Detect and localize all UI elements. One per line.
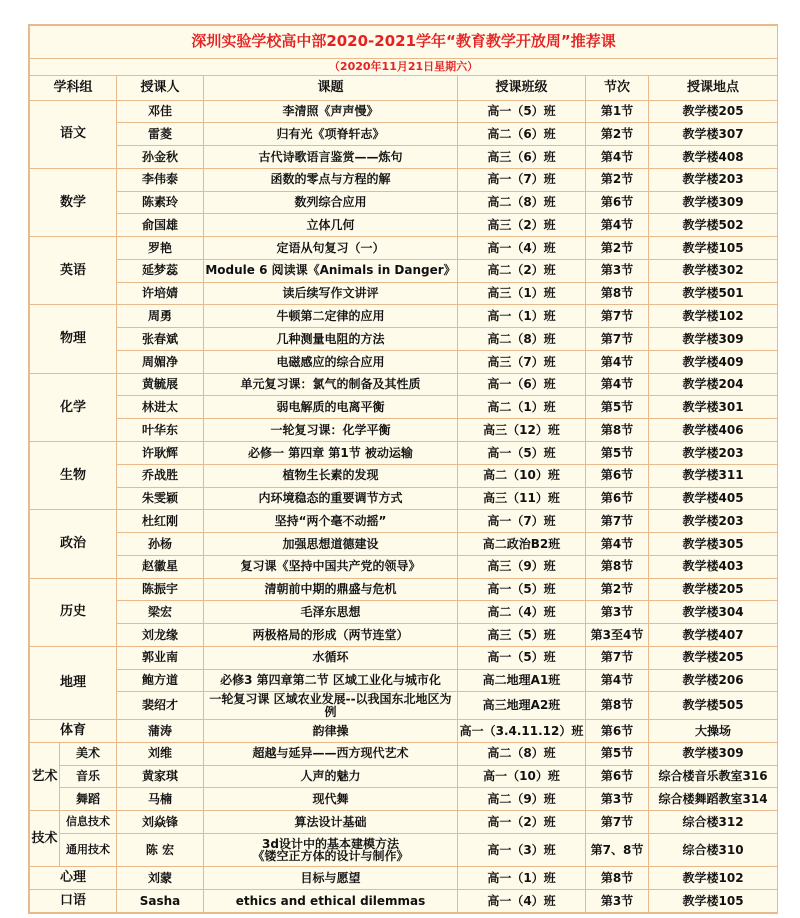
period-cell: 第5节 <box>586 442 649 465</box>
teacher-cell: 陈素玲 <box>117 191 204 214</box>
teacher-cell: 李伟泰 <box>117 168 204 191</box>
class-cell: 高一（5）班 <box>458 646 586 669</box>
class-cell: 高一（3）班 <box>458 833 586 867</box>
table-row <box>30 259 778 282</box>
period-cell: 第3节 <box>586 601 649 624</box>
class-cell: 高二（6）班 <box>458 123 586 146</box>
topic-cell: ethics and ethical dilemmas <box>204 890 458 913</box>
topic-cell: 人声的魅力 <box>204 765 458 788</box>
table-row <box>30 890 778 913</box>
topic-cell: 必修3 第四章第二节 区域工业化与城市化 <box>204 669 458 692</box>
sub-subject-cell: 舞蹈 <box>60 788 117 811</box>
teacher-cell: Sasha <box>117 890 204 913</box>
table-row <box>30 601 778 624</box>
table-row <box>30 788 778 811</box>
class-cell: 高一（4）班 <box>458 890 586 913</box>
table-row <box>30 100 778 123</box>
table-row <box>30 867 778 890</box>
location-cell: 教学楼206 <box>649 669 778 692</box>
class-cell: 高一（4）班 <box>458 237 586 260</box>
class-cell: 高三（12）班 <box>458 419 586 442</box>
teacher-cell: 许培婧 <box>117 282 204 305</box>
period-cell: 第2节 <box>586 123 649 146</box>
location-cell: 教学楼407 <box>649 624 778 647</box>
location-cell: 教学楼307 <box>649 123 778 146</box>
period-cell: 第7节 <box>586 328 649 351</box>
class-cell: 高二（8）班 <box>458 191 586 214</box>
table-row <box>30 168 778 191</box>
subject-group: 口语 <box>30 890 117 913</box>
topic-cell: 加强思想道德建设 <box>204 533 458 556</box>
teacher-cell: 林进太 <box>117 396 204 419</box>
topic-cell: 植物生长素的发现 <box>204 464 458 487</box>
table-row <box>30 669 778 692</box>
teacher-cell: 叶华东 <box>117 419 204 442</box>
location-cell: 教学楼309 <box>649 191 778 214</box>
location-cell: 教学楼205 <box>649 100 778 123</box>
topic-cell: 单元复习课：氯气的制备及其性质 <box>204 373 458 396</box>
location-cell: 教学楼203 <box>649 168 778 191</box>
header-topic: 课题 <box>204 76 458 100</box>
period-cell: 第8节 <box>586 419 649 442</box>
period-cell: 第6节 <box>586 191 649 214</box>
table-row <box>30 419 778 442</box>
teacher-cell: 罗艳 <box>117 237 204 260</box>
period-cell: 第2节 <box>586 237 649 260</box>
table-row <box>30 765 778 788</box>
table-row <box>30 442 778 465</box>
teacher-cell: 马楠 <box>117 788 204 811</box>
table-row <box>30 692 778 720</box>
sub-subject-cell: 信息技术 <box>60 811 117 834</box>
location-cell: 教学楼105 <box>649 237 778 260</box>
location-cell: 教学楼309 <box>649 742 778 765</box>
header-teacher: 授课人 <box>117 76 204 100</box>
teacher-cell: 黄家琪 <box>117 765 204 788</box>
table-row <box>30 555 778 578</box>
teacher-cell: 刘蒙 <box>117 867 204 890</box>
schedule-sheet <box>28 24 778 914</box>
topic-cell: 几种测量电阻的方法 <box>204 328 458 351</box>
topic-cell: 内环境稳态的重要调节方式 <box>204 487 458 510</box>
topic-cell: 函数的零点与方程的解 <box>204 168 458 191</box>
location-cell: 教学楼205 <box>649 646 778 669</box>
location-cell: 教学楼301 <box>649 396 778 419</box>
topic-cell: 韵律操 <box>204 720 458 743</box>
period-cell: 第3节 <box>586 259 649 282</box>
topic-cell: 必修一 第四章 第1节 被动运输 <box>204 442 458 465</box>
table-row <box>30 237 778 260</box>
teacher-cell: 陈振宇 <box>117 578 204 601</box>
groups-body <box>30 100 778 719</box>
topic-cell: 古代诗歌语言鉴赏——炼句 <box>204 146 458 169</box>
period-cell: 第2节 <box>586 578 649 601</box>
location-cell: 教学楼405 <box>649 487 778 510</box>
table-row <box>30 328 778 351</box>
class-cell: 高二（2）班 <box>458 259 586 282</box>
topic-line: 3d设计中的基本建模方法 <box>262 836 399 851</box>
topic-cell: 超越与延异——西方现代艺术 <box>204 742 458 765</box>
period-cell: 第6节 <box>586 720 649 743</box>
topic-cell: 算法设计基础 <box>204 811 458 834</box>
teacher-cell: 孙杨 <box>117 533 204 556</box>
class-cell: 高三（5）班 <box>458 624 586 647</box>
topic-cell: 毛泽东思想 <box>204 601 458 624</box>
teacher-cell: 朱雯颖 <box>117 487 204 510</box>
period-cell: 第3节 <box>586 788 649 811</box>
period-cell: 第4节 <box>586 350 649 373</box>
header-class: 授课班级 <box>458 76 586 100</box>
period-cell: 第4节 <box>586 146 649 169</box>
teacher-cell: 刘龙缘 <box>117 624 204 647</box>
location-cell: 教学楼501 <box>649 282 778 305</box>
table-row <box>30 373 778 396</box>
teacher-cell: 郭业南 <box>117 646 204 669</box>
page-title: 深圳实验学校高中部2020-2021学年“教育教学开放周”推荐课 <box>30 26 778 59</box>
period-cell: 第8节 <box>586 692 649 720</box>
topic-cell: 读后续写作文讲评 <box>204 282 458 305</box>
class-cell: 高三（7）班 <box>458 350 586 373</box>
class-cell: 高三（6）班 <box>458 146 586 169</box>
topic-cell: 一轮复习课 区域农业发展--以我国东北地区为例 <box>204 692 458 720</box>
table-row <box>30 123 778 146</box>
topic-cell: 坚持“两个毫不动摇” <box>204 510 458 533</box>
subject-group: 艺术 <box>30 742 60 810</box>
location-cell: 教学楼403 <box>649 555 778 578</box>
period-cell: 第4节 <box>586 669 649 692</box>
subject-group: 历史 <box>30 578 117 646</box>
subject-group: 英语 <box>30 237 117 305</box>
teacher-cell: 邓佳 <box>117 100 204 123</box>
teacher-cell: 刘焱锋 <box>117 811 204 834</box>
class-cell: 高一（10）班 <box>458 765 586 788</box>
class-cell: 高一（7）班 <box>458 168 586 191</box>
period-cell: 第7节 <box>586 510 649 533</box>
table-row <box>30 191 778 214</box>
topic-cell: 一轮复习课：化学平衡 <box>204 419 458 442</box>
class-cell: 高三地理A2班 <box>458 692 586 720</box>
header-period: 节次 <box>586 76 649 100</box>
location-cell: 教学楼204 <box>649 373 778 396</box>
table-row <box>30 646 778 669</box>
location-cell: 教学楼409 <box>649 350 778 373</box>
teacher-cell: 黄毓展 <box>117 373 204 396</box>
topic-cell: 两极格局的形成（两节连堂） <box>204 624 458 647</box>
class-cell: 高三（9）班 <box>458 555 586 578</box>
sub-subject-cell: 通用技术 <box>60 833 117 867</box>
subject-group: 化学 <box>30 373 117 441</box>
location-cell: 教学楼311 <box>649 464 778 487</box>
location-cell: 教学楼203 <box>649 510 778 533</box>
class-cell: 高三（2）班 <box>458 214 586 237</box>
topic-cell: 目标与愿望 <box>204 867 458 890</box>
topic-cell: 定语从句复习（一） <box>204 237 458 260</box>
period-cell: 第6节 <box>586 765 649 788</box>
class-cell: 高一（5）班 <box>458 442 586 465</box>
teacher-cell: 赵徽星 <box>117 555 204 578</box>
location-cell: 大操场 <box>649 720 778 743</box>
table-row <box>30 742 778 765</box>
class-cell: 高一（5）班 <box>458 100 586 123</box>
location-cell: 教学楼304 <box>649 601 778 624</box>
period-cell: 第6节 <box>586 487 649 510</box>
location-cell: 综合楼音乐教室316 <box>649 765 778 788</box>
location-cell: 教学楼205 <box>649 578 778 601</box>
teacher-cell: 梁宏 <box>117 601 204 624</box>
period-cell: 第7节 <box>586 646 649 669</box>
schedule-table <box>29 25 778 913</box>
location-cell: 教学楼305 <box>649 533 778 556</box>
location-cell: 教学楼408 <box>649 146 778 169</box>
sub-subject-cell: 音乐 <box>60 765 117 788</box>
class-cell: 高三（1）班 <box>458 282 586 305</box>
topic-cell: 立体几何 <box>204 214 458 237</box>
table-row <box>30 282 778 305</box>
topic-cell: 牛顿第二定律的应用 <box>204 305 458 328</box>
topic-cell <box>204 833 458 867</box>
period-cell: 第5节 <box>586 396 649 419</box>
topic-cell: 数列综合应用 <box>204 191 458 214</box>
location-cell: 教学楼302 <box>649 259 778 282</box>
teacher-cell: 蒲涛 <box>117 720 204 743</box>
table-row <box>30 510 778 533</box>
subject-group: 语文 <box>30 100 117 168</box>
class-cell: 高二（1）班 <box>458 396 586 419</box>
class-cell: 高二政治B2班 <box>458 533 586 556</box>
class-cell: 高一（3.4.11.12）班 <box>458 720 586 743</box>
table-row <box>30 396 778 419</box>
class-cell: 高二地理A1班 <box>458 669 586 692</box>
period-cell: 第3节 <box>586 890 649 913</box>
table-row <box>30 487 778 510</box>
subject-group: 心理 <box>30 867 117 890</box>
sub-subject-cell: 美术 <box>60 742 117 765</box>
header-location: 授课地点 <box>649 76 778 100</box>
period-cell: 第8节 <box>586 867 649 890</box>
location-cell: 教学楼102 <box>649 867 778 890</box>
table-row <box>30 533 778 556</box>
teacher-cell: 雷菱 <box>117 123 204 146</box>
subject-group: 地理 <box>30 646 117 719</box>
location-cell: 综合楼310 <box>649 833 778 867</box>
period-cell: 第7、8节 <box>586 833 649 867</box>
teacher-cell: 杜红刚 <box>117 510 204 533</box>
teacher-cell: 刘维 <box>117 742 204 765</box>
period-cell: 第2节 <box>586 168 649 191</box>
table-row <box>30 214 778 237</box>
table-row <box>30 464 778 487</box>
period-cell: 第4节 <box>586 533 649 556</box>
page-date: （2020年11月21日星期六） <box>30 58 778 76</box>
class-cell: 高一（7）班 <box>458 510 586 533</box>
subject-group: 政治 <box>30 510 117 578</box>
topic-cell: 水循环 <box>204 646 458 669</box>
table-row <box>30 305 778 328</box>
class-cell: 高一（1）班 <box>458 305 586 328</box>
period-cell: 第6节 <box>586 464 649 487</box>
class-cell: 高一（6）班 <box>458 373 586 396</box>
period-cell: 第3至4节 <box>586 624 649 647</box>
teacher-cell: 延梦蕊 <box>117 259 204 282</box>
period-cell: 第1节 <box>586 100 649 123</box>
topic-cell: 复习课《坚持中国共产党的领导》 <box>204 555 458 578</box>
subject-group: 物理 <box>30 305 117 373</box>
class-cell: 高二（9）班 <box>458 788 586 811</box>
subject-group: 技术 <box>30 811 60 867</box>
period-cell: 第7节 <box>586 305 649 328</box>
period-cell: 第4节 <box>586 373 649 396</box>
teacher-cell: 裴绍才 <box>117 692 204 720</box>
table-row <box>30 720 778 743</box>
period-cell: 第8节 <box>586 282 649 305</box>
topic-cell: 电磁感应的综合应用 <box>204 350 458 373</box>
class-cell: 高二（10）班 <box>458 464 586 487</box>
teacher-cell: 周媚净 <box>117 350 204 373</box>
location-cell: 综合楼312 <box>649 811 778 834</box>
location-cell: 教学楼502 <box>649 214 778 237</box>
topic-cell: 清朝前中期的鼎盛与危机 <box>204 578 458 601</box>
table-row <box>30 146 778 169</box>
class-cell: 高二（4）班 <box>458 601 586 624</box>
topic-cell: 归有光《项脊轩志》 <box>204 123 458 146</box>
topic-cell: 李清照《声声慢》 <box>204 100 458 123</box>
table-row <box>30 350 778 373</box>
period-cell: 第8节 <box>586 555 649 578</box>
location-cell: 教学楼203 <box>649 442 778 465</box>
subject-group: 体育 <box>30 720 117 743</box>
location-cell: 综合楼舞蹈教室314 <box>649 788 778 811</box>
topic-cell: Module 6 阅读课《Animals in Danger》 <box>204 259 458 282</box>
teacher-cell: 鲍方道 <box>117 669 204 692</box>
teacher-cell: 俞国雄 <box>117 214 204 237</box>
teacher-cell: 周勇 <box>117 305 204 328</box>
class-cell: 高二（8）班 <box>458 328 586 351</box>
teacher-cell: 张春斌 <box>117 328 204 351</box>
table-row <box>30 811 778 834</box>
table-row <box>30 833 778 867</box>
header-subject-group: 学科组 <box>30 76 117 100</box>
subject-group: 数学 <box>30 168 117 236</box>
teacher-cell: 陈 宏 <box>117 833 204 867</box>
teacher-cell: 许耿辉 <box>117 442 204 465</box>
class-cell: 高一（2）班 <box>458 811 586 834</box>
class-cell: 高一（5）班 <box>458 578 586 601</box>
location-cell: 教学楼309 <box>649 328 778 351</box>
period-cell: 第4节 <box>586 214 649 237</box>
topic-cell: 现代舞 <box>204 788 458 811</box>
location-cell: 教学楼406 <box>649 419 778 442</box>
table-row <box>30 578 778 601</box>
class-cell: 高三（11）班 <box>458 487 586 510</box>
period-cell: 第7节 <box>586 811 649 834</box>
location-cell: 教学楼102 <box>649 305 778 328</box>
teacher-cell: 孙金秋 <box>117 146 204 169</box>
topic-line: 《镂空正方体的设计与制作》 <box>252 849 409 864</box>
class-cell: 高二（8）班 <box>458 742 586 765</box>
period-cell: 第5节 <box>586 742 649 765</box>
table-row <box>30 624 778 647</box>
teacher-cell: 乔战胜 <box>117 464 204 487</box>
topic-cell: 弱电解质的电离平衡 <box>204 396 458 419</box>
class-cell: 高一（1）班 <box>458 867 586 890</box>
location-cell: 教学楼105 <box>649 890 778 913</box>
subject-group: 生物 <box>30 442 117 510</box>
location-cell: 教学楼505 <box>649 692 778 720</box>
